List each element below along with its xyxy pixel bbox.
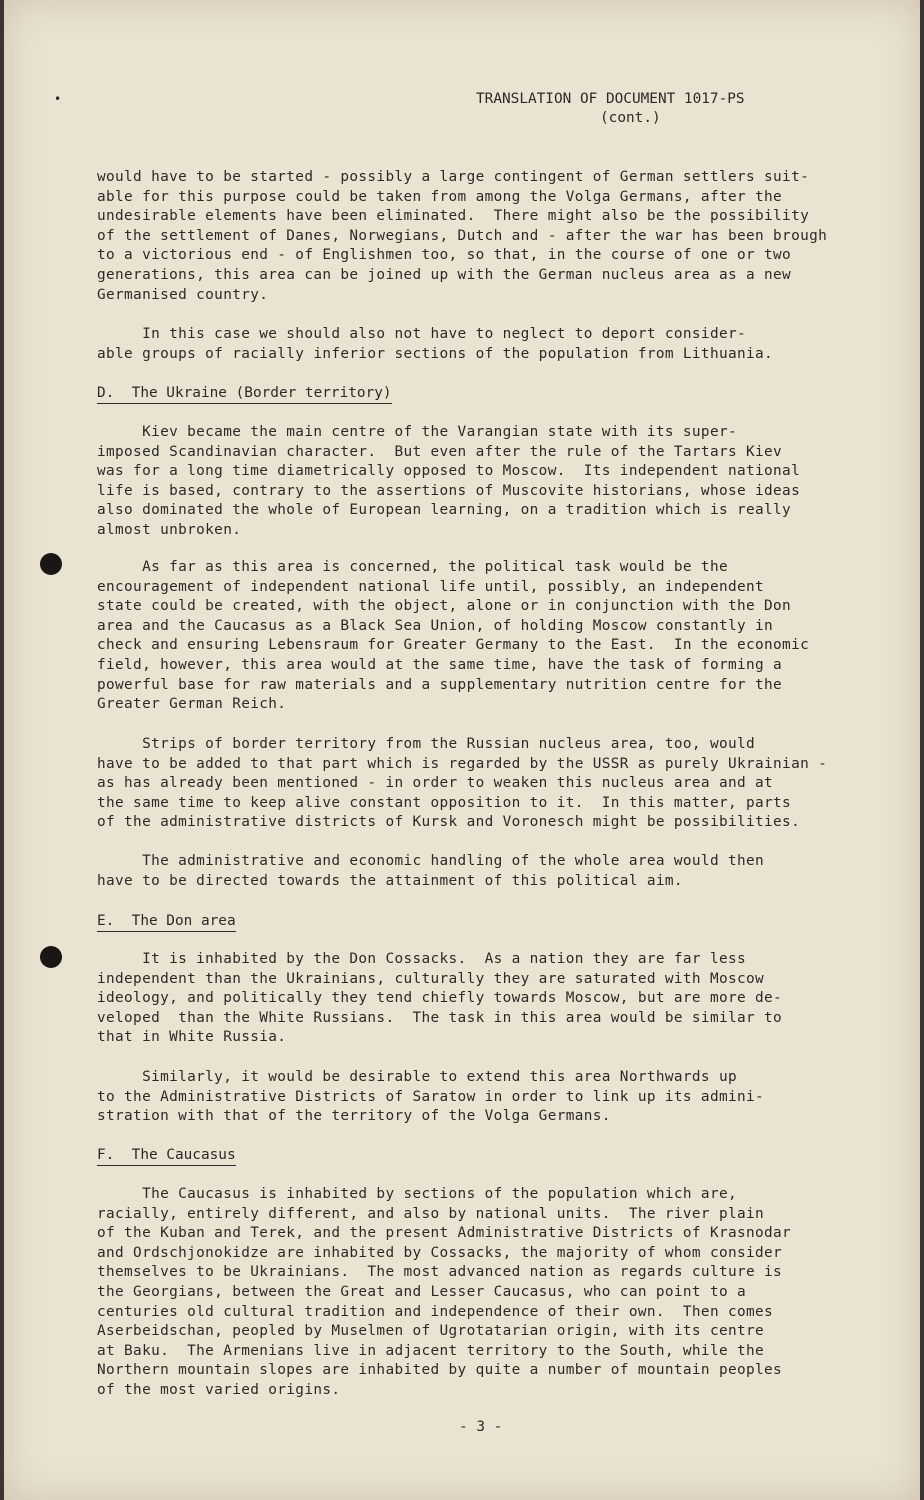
paragraph-political-task: As far as this area is concerned, the political task would be the encouragement of independent national life until, possibly, an independent state could be created, with the object, alone or in conjunction with the Don area and the Caucasus as a Black Sea Union, of holding Moscow constantly in check and ensuring Lebensraum for Greater Germany to the East. In the economic field, however, this area would at the same time, have the task of forming a powerful base for raw materials and a supplementary nutrition centre for the Greater German Reich. <box>97 559 810 713</box>
section-heading-ukraine: D. The Ukraine (Border territory) <box>97 384 392 404</box>
header-title: TRANSLATION OF DOCUMENT 1017-PS <box>476 91 745 107</box>
header-cont: (cont.) <box>600 110 661 126</box>
paragraph-don-cossacks: It is inhabited by the Don Cossacks. As a nation they are far less independent than the Ukrainians, culturally they are saturated with Moscow ideology, and politically they tend chiefly towards Moscow, but are more de- veloped than the White Russians. The task in this area would be similar to that in White Russia. <box>97 951 783 1046</box>
punch-hole-top <box>40 553 62 575</box>
section-heading-caucasus: F. The Caucasus <box>97 1146 236 1166</box>
paragraph-lithuania-deport: In this case we should also not have to neglect to deport consider- able groups of racially inferior sections of the population from Lithuania. <box>97 326 774 362</box>
punch-hole-bottom <box>40 946 62 968</box>
paragraph-kiev: Kiev became the main centre of the Varangian state with its super- imposed Scandinavian character. But even after the rule of the Tartars Kiev was for a long time diametrically opposed to Moscow. Its independent national life is based, contrary to the assertions of Muscovite historians, whose ideas also dominated the whole of European learning, on a tradition which is really almost unbroken. <box>97 424 801 538</box>
paragraph-border-strips: Strips of border territory from the Russian nucleus area, too, would have to be added to that part which is regarded by the USSR as purely Ukrainian - as has already been mentioned - in order to weaken this nucleus area and at the same time to keep alive constant opposition to it. In this matter, parts of the administrative districts of Kursk and Voronesch might be possibilities. <box>97 736 828 831</box>
page-number: - 3 - <box>459 1419 503 1435</box>
paragraph-caucasus: The Caucasus is inhabited by sections of the population which are, racially, entirely different, and also by national units. The river plain of the Kuban and Terek, and the present Administrative Districts of Krasnodar and Ordschjonokidze are inhabited by Cossacks, the majority of whom consider themselves to be Ukrainians. The most advanced nation as regards culture is the Georgians, between the Great and Lesser Caucasus, who can point to a centuries old cultural tradition and independence of their own. Then comes Aserbeidschan, peopled by Muselmen of Ugrotatarian origin, with its centre at Baku. The Armenians live in adjacent territory to the South, while the Northern mountain slopes are inhabited by quite a number of mountain peoples of the most varied origins. <box>97 1186 792 1398</box>
document-header <box>476 90 745 128</box>
document-page <box>4 0 920 1500</box>
paragraph-settlement: would have to be started - possibly a large contingent of German settlers suit- able for this purpose could be taken from among the Volga Germans, after the undesirable elements have been eliminated. There might also be the possibility of the settlement of Danes, Norwegians, Dutch and - after the war has been brough to a victorious end - of Englishmen too, so that, in the course of one or two generations, this area can be joined up with the German nucleus area as a new Germanised country. <box>97 169 828 303</box>
stray-mark: • <box>54 92 62 106</box>
paragraph-saratow: Similarly, it would be desirable to extend this area Northwards up to the Administrative Districts of Saratow in order to link up its admini- stration with that of the territory of the Volga Germans. <box>97 1069 765 1125</box>
section-heading-don: E. The Don area <box>97 912 236 932</box>
paragraph-administrative: The administrative and economic handling of the whole area would then have to be directed towards the attainment of this political aim. <box>97 853 765 889</box>
